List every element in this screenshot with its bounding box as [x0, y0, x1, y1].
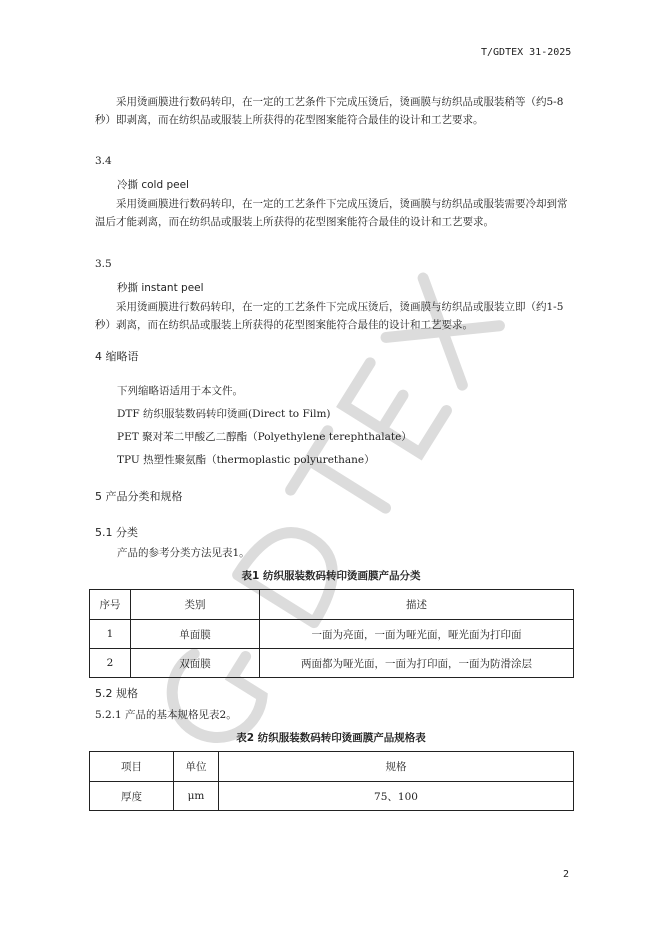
- table-cell: 双面膜: [131, 649, 260, 678]
- clause-3-4-term: 冷撕 cold peel: [117, 179, 189, 191]
- abbreviation-item: DTF 纺织服装数码转印烫画(Direct to Film): [117, 408, 331, 420]
- intro-paragraph: 采用烫画膜进行数码转印，在一定的工艺条件下完成压烫后，烫画膜与纺织品或服装稍等（约5-8秒）即剥离，而在纺织品或服装上所获得的花型图案能符合最佳的设计和工艺要求。: [95, 96, 564, 126]
- clause-3-5-definition: 采用烫画膜进行数码转印，在一定的工艺条件下完成压烫后，烫画膜与纺织品或服装立即（约1-5秒）剥离，而在纺织品或服装上所获得的花型图案能符合最佳的设计和工艺要求。: [95, 301, 564, 331]
- table-cell: μm: [174, 782, 219, 811]
- table-2-header: 项目: [90, 752, 174, 782]
- section-4-intro: 下列缩略语适用于本文件。: [117, 385, 243, 397]
- section-5-1-title: 5.1 分类: [95, 526, 138, 539]
- section-5-title: 5 产品分类和规格: [95, 490, 183, 503]
- abbreviation-item: TPU 热塑性聚氨酯（thermoplastic polyurethane）: [117, 454, 375, 466]
- table-row: [90, 782, 574, 811]
- table-cell: 2: [90, 649, 131, 678]
- table-row: [90, 620, 574, 649]
- table-2-caption: 表2 纺织服装数码转印烫画膜产品规格表: [236, 732, 426, 744]
- clause-3-4-number: 3.4: [95, 155, 112, 167]
- table-2: [89, 751, 574, 811]
- table-cell: 一面为亮面，一面为哑光面，哑光面为打印面: [260, 620, 574, 649]
- table-cell: 1: [90, 620, 131, 649]
- table-row: [90, 649, 574, 678]
- section-4-title: 4 缩略语: [95, 350, 139, 363]
- section-5-2-title: 5.2 规格: [95, 687, 138, 700]
- table-1: [89, 589, 574, 678]
- table-1-header: 描述: [260, 590, 574, 620]
- table-1-caption: 表1 纺织服装数码转印烫画膜产品分类: [241, 570, 421, 582]
- clause-3-5-number: 3.5: [95, 258, 112, 270]
- page-number: 2: [563, 869, 570, 880]
- section-5-2-1-text: 5.2.1 产品的基本规格见表2。: [95, 709, 237, 721]
- clause-3-5-term: 秒撕 instant peel: [117, 282, 204, 294]
- abbreviation-item: PET 聚对苯二甲酸乙二醇酯（Polyethylene terephthalate）: [117, 431, 412, 443]
- table-cell: 两面都为哑光面，一面为打印面，一面为防滑涂层: [260, 649, 574, 678]
- section-5-1-text: 产品的参考分类方法见表1。: [117, 547, 250, 559]
- table-2-header: 规格: [219, 752, 574, 782]
- table-2-header: 单位: [174, 752, 219, 782]
- table-1-header: 类别: [131, 590, 260, 620]
- doc-code: T/GDTEX 31-2025: [481, 47, 572, 58]
- table-cell: 单面膜: [131, 620, 260, 649]
- table-1-header: 序号: [90, 590, 131, 620]
- clause-3-4-definition: 采用烫画膜进行数码转印，在一定的工艺条件下完成压烫后，烫画膜与纺织品或服装需要冷却到常温后才能剥离，而在纺织品或服装上所获得的花型图案能符合最佳的设计和工艺要求。: [95, 198, 568, 228]
- table-cell: 75、100: [219, 782, 574, 811]
- table-cell: 厚度: [90, 782, 174, 811]
